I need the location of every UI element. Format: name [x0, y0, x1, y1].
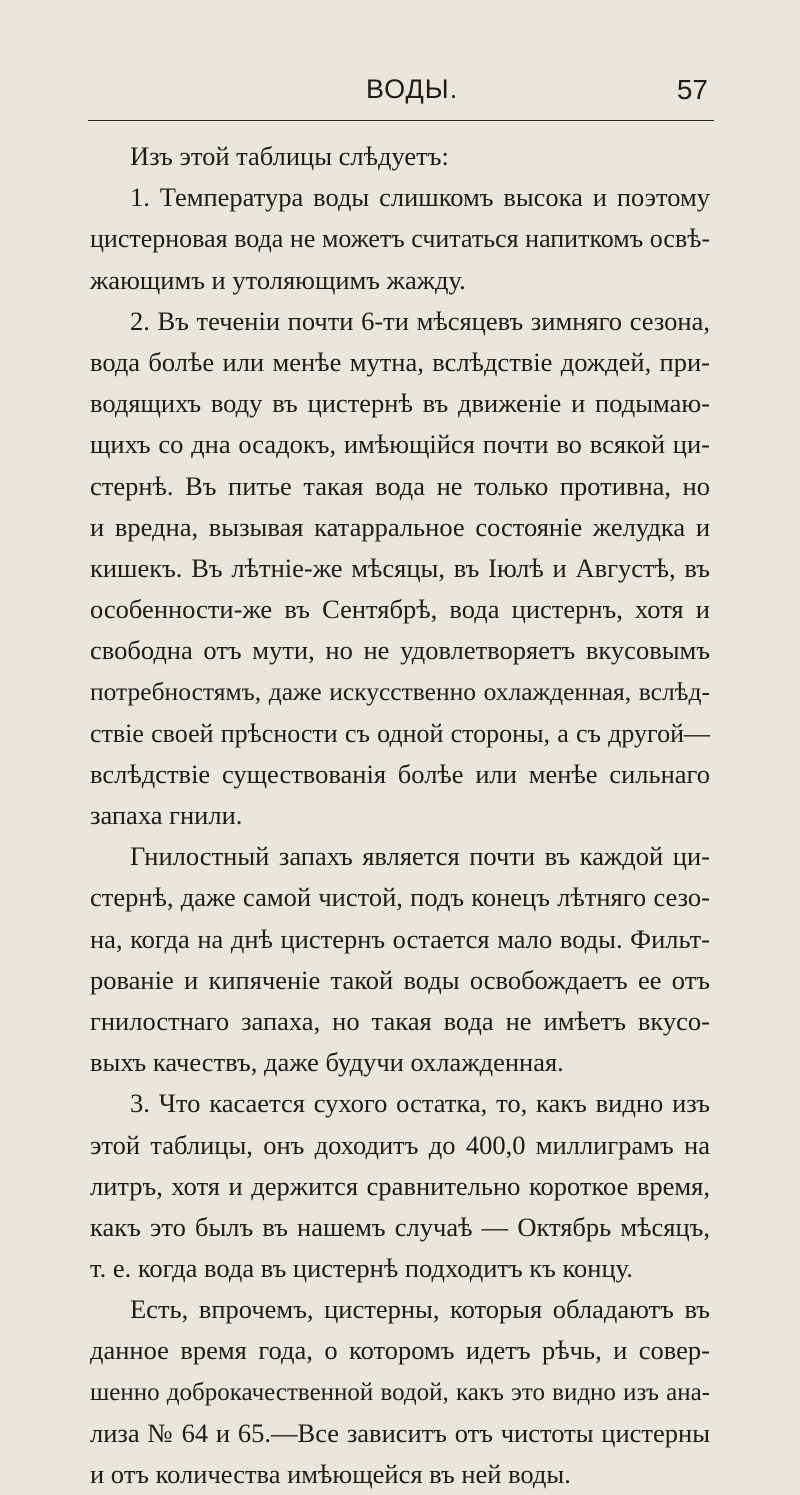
text-line: ствіе своей прѣсности съ одной стороны, а съ другой—	[90, 718, 710, 748]
text-line: Есть, впрочемъ, цистерны, которыя обладаютъ въ	[130, 1294, 710, 1325]
text-line: стернѣ. Въ питье такая вода не только противна, но	[90, 470, 710, 501]
text-line: жающимъ и утоляющимъ жажду.	[90, 264, 466, 295]
text-line: щихъ со дна осадокъ, имѣющійся почти во всякой ци-	[90, 429, 710, 460]
text-line: на, когда на днѣ цистернъ остается мало воды. Фильт-	[90, 923, 710, 954]
text-line: какъ это былъ въ нашемъ случаѣ — Октябрь мѣсяцъ,	[90, 1211, 710, 1242]
text-line: Изъ этой таблицы слѣдуетъ:	[130, 141, 449, 171]
text-line: и вредна, вызывая катарральное состояніе желудка и	[90, 511, 710, 542]
text-line: лиза № 64 и 65.—Все зависитъ отъ чистоты цистерны	[90, 1417, 710, 1448]
body-text	[90, 136, 710, 1495]
text-line: шенно доброкачественной водой, какъ это видно изъ ана-	[90, 1378, 710, 1406]
text-line: стернѣ, даже самой чистой, подъ конецъ лѣтняго сезо-	[90, 882, 710, 913]
text-line: выхъ качествъ, даже будучи охлажденная.	[90, 1047, 564, 1078]
text-line: Гнилостный запахъ является почти въ каждой ци-	[130, 841, 710, 872]
text-line: особенности-же въ Сентябрѣ, вода цистернъ, хотя и	[90, 594, 710, 625]
text-line: гнилостнаго запаха, но такая вода не имѣетъ вкусо-	[90, 1005, 710, 1036]
text-line: кишекъ. Въ лѣтніе-же мѣсяцы, въ Іюлѣ и Августѣ, въ	[90, 552, 710, 583]
text-line: рованіе и кипяченіе такой воды освобождаетъ ее отъ	[90, 964, 710, 995]
text-line: свободна отъ мути, но не удовлетворяетъ вкусовымъ	[90, 635, 710, 666]
header-rule	[88, 120, 714, 121]
text-line: 3. Что касается сухого остатка, то, какъ видно изъ	[130, 1088, 710, 1119]
text-line: вслѣдствіе существованія болѣе или менѣе сильнаго	[90, 758, 710, 789]
text-line: т. е. когда вода въ цистернѣ подходитъ къ концу.	[90, 1253, 633, 1284]
text-line: вода болѣе или менѣе мутна, вслѣдствіе дождей, при-	[90, 346, 710, 377]
text-line: запаха гнили.	[90, 800, 243, 830]
text-line: потребностямъ, даже искусственно охлажденная, вслѣд-	[90, 677, 710, 707]
text-line: 1. Температура воды слишкомъ высока и поэтому	[130, 182, 710, 213]
text-line: водящихъ воду въ цистернѣ въ движеніе и подымаю-	[90, 388, 710, 419]
text-line: этой таблицы, онъ доходитъ до 400,0 миллиграмъ на	[90, 1129, 710, 1160]
page-number: 57	[676, 74, 708, 105]
text-line: 2. Въ теченіи почти 6-ти мѣсяцевъ зимняго сезона,	[130, 305, 710, 336]
text-line: данное время года, о которомъ идетъ рѣчь, и совер-	[90, 1335, 710, 1366]
page-header	[88, 74, 714, 110]
text-line: цистерновая вода не можетъ считаться напиткомъ освѣ-	[90, 224, 710, 254]
running-title: ВОДЫ.	[366, 74, 459, 104]
text-line: и отъ количества имѣющейся въ ней воды.	[90, 1459, 571, 1489]
text-line: литръ, хотя и держится сравнительно короткое время,	[90, 1170, 710, 1201]
